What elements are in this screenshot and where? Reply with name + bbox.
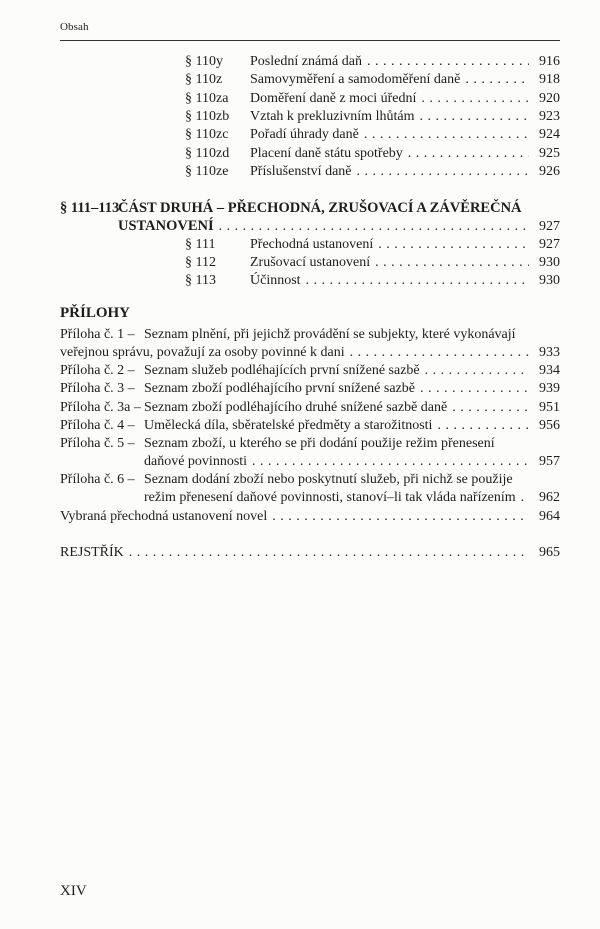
appendix-title-line2: veřejnou správu, považují za osoby povinné k dani — [60, 345, 345, 360]
page-ref: 951 — [539, 400, 560, 415]
section-number: § 113 — [185, 273, 216, 288]
appendix-title: Seznam zboží podléhajícího první snížené sazbě — [144, 381, 415, 396]
appendix-label: Příloha č. 3 – — [60, 381, 135, 396]
entry-title: Vztah k prekluzivním lhůtám — [250, 109, 415, 124]
leader-dots — [375, 255, 529, 271]
appendix-entry — [60, 418, 560, 436]
appendix-entry-continued — [144, 490, 560, 508]
entry-title: Pořadí úhrady daně — [250, 127, 359, 142]
appendix-entry-continued — [60, 345, 560, 363]
leader-dots — [425, 363, 529, 379]
page-ref: 925 — [539, 146, 560, 161]
appendix-title: Seznam zboží, u kterého se při dodání použije režim přenesení — [144, 436, 495, 451]
appendix-label: Příloha č. 4 – — [60, 418, 135, 433]
appendix-entry — [60, 436, 495, 452]
appendix-title: Seznam dodání zboží nebo poskytnutí služeb, při nichž se použije — [144, 472, 513, 487]
leader-dots — [452, 400, 529, 416]
part-title-line1: ČÁST DRUHÁ – PŘECHODNÁ, ZRUŠOVACÍ A ZÁVĚREČNÁ — [118, 200, 522, 216]
leader-dots — [350, 345, 529, 361]
section-number: § 110zc — [185, 127, 229, 142]
section-number: § 112 — [185, 255, 216, 270]
page-ref: 933 — [539, 345, 560, 360]
page-ref: 923 — [539, 109, 560, 124]
section-number: § 110za — [185, 91, 229, 106]
appendix-entry — [60, 363, 560, 381]
part-title-line2: USTANOVENÍ — [118, 218, 214, 234]
page-ref: 962 — [539, 490, 560, 505]
toc-entry — [185, 273, 560, 291]
appendix-label: Příloha č. 5 – — [60, 436, 135, 451]
page-ref: 927 — [539, 219, 560, 234]
appendix-label: Příloha č. 3a – — [60, 400, 141, 415]
index-title: REJSTŘÍK — [60, 545, 124, 560]
toc-entry — [185, 72, 560, 90]
leader-dots — [465, 72, 529, 88]
section-number: § 110zb — [185, 109, 230, 124]
page-ref: 956 — [539, 418, 560, 433]
appendix-title-line2: režim přenesení daňové povinnosti, stanoví–li tak vláda nařízením — [144, 490, 516, 505]
leader-dots — [252, 454, 529, 470]
section-number: § 110z — [185, 72, 223, 87]
section-number — [60, 52, 188, 68]
appendix-label: Příloha č. 2 – — [60, 363, 135, 378]
appendix-title: Seznam plnění, při jejichž provádění se subjekty, které vykonávají — [144, 327, 516, 342]
toc-entry — [185, 54, 560, 72]
page-ref: 930 — [539, 255, 560, 270]
leader-dots — [408, 146, 529, 162]
page-ref: 964 — [539, 509, 560, 524]
toc-entry — [185, 109, 560, 127]
appendix-entry — [60, 472, 513, 488]
page-ref: 918 — [539, 72, 560, 87]
leader-dots — [419, 109, 529, 125]
leader-dots — [364, 127, 529, 143]
entry-title: Placení daně státu spotřeby — [250, 146, 403, 161]
page-ref: 957 — [539, 454, 560, 469]
part-heading-continued — [118, 218, 560, 236]
toc-entry — [185, 127, 560, 145]
appendix-label: Příloha č. 1 – — [60, 327, 135, 342]
section-number: § 111 — [185, 237, 216, 252]
page-ref: 926 — [539, 164, 560, 179]
page-ref: 934 — [539, 363, 560, 378]
toc-entry — [185, 146, 560, 164]
part-range: § 111–113 — [60, 200, 120, 216]
entry-title: Účinnost — [250, 273, 301, 288]
index-entry — [60, 545, 560, 563]
toc-entry — [185, 91, 560, 109]
entry-title: Zrušovací ustanovení — [250, 255, 371, 270]
appendix-title-line2: daňové povinnosti — [144, 454, 248, 469]
appendix-title: Umělecká díla, sběratelské předměty a starožitnosti — [144, 418, 433, 433]
appendix-entry — [60, 381, 560, 399]
appendix-entry — [60, 327, 516, 343]
leader-dots — [421, 91, 529, 107]
section-number: § 110zd — [185, 146, 230, 161]
page-ref: 930 — [539, 273, 560, 288]
entry-title: Samovyměření a samodoměření daně — [250, 72, 461, 87]
leader-dots — [306, 273, 529, 289]
appendices-heading: PŘÍLOHY — [60, 305, 131, 321]
leader-dots — [521, 490, 529, 506]
toc-entry — [185, 237, 560, 255]
header-rule — [60, 40, 560, 41]
page-number: XIV — [60, 883, 87, 899]
page-ref: 924 — [539, 127, 560, 142]
appendix-title: Seznam zboží podléhajícího druhé snížené sazbě daně — [144, 400, 448, 415]
page-ref: 965 — [539, 545, 560, 560]
leader-dots — [129, 545, 529, 561]
toc-entry — [185, 255, 560, 273]
page-ref: 939 — [539, 381, 560, 396]
appendix-entry — [60, 400, 560, 418]
entry-title: Příslušenství daně — [250, 164, 352, 179]
running-head: Obsah — [60, 21, 89, 33]
entry-title: Doměření daně z moci úřední — [250, 91, 417, 106]
leader-dots — [367, 54, 529, 70]
leader-dots — [378, 237, 529, 253]
part-heading — [60, 200, 560, 218]
transitional-title: Vybraná přechodná ustanovení novel — [60, 509, 268, 524]
entry-title: Přechodná ustanovení — [250, 237, 374, 252]
leader-dots — [357, 164, 530, 180]
appendix-entry-continued — [144, 454, 560, 472]
appendix-label: Příloha č. 6 – — [60, 472, 135, 487]
transitional-entry — [60, 509, 560, 527]
toc-entry — [185, 164, 560, 182]
page-ref: 927 — [539, 237, 560, 252]
entry-title: Poslední známá daň — [250, 54, 362, 69]
section-number: § 110y — [185, 54, 223, 69]
leader-dots — [272, 509, 529, 525]
section-number: § 110ze — [185, 164, 229, 179]
leader-dots — [437, 418, 529, 434]
page-ref: 920 — [539, 91, 560, 106]
leader-dots — [219, 219, 529, 235]
appendix-title: Seznam služeb podléhajících první snížené sazbě — [144, 363, 420, 378]
leader-dots — [420, 381, 529, 397]
page-ref: 916 — [539, 54, 560, 69]
